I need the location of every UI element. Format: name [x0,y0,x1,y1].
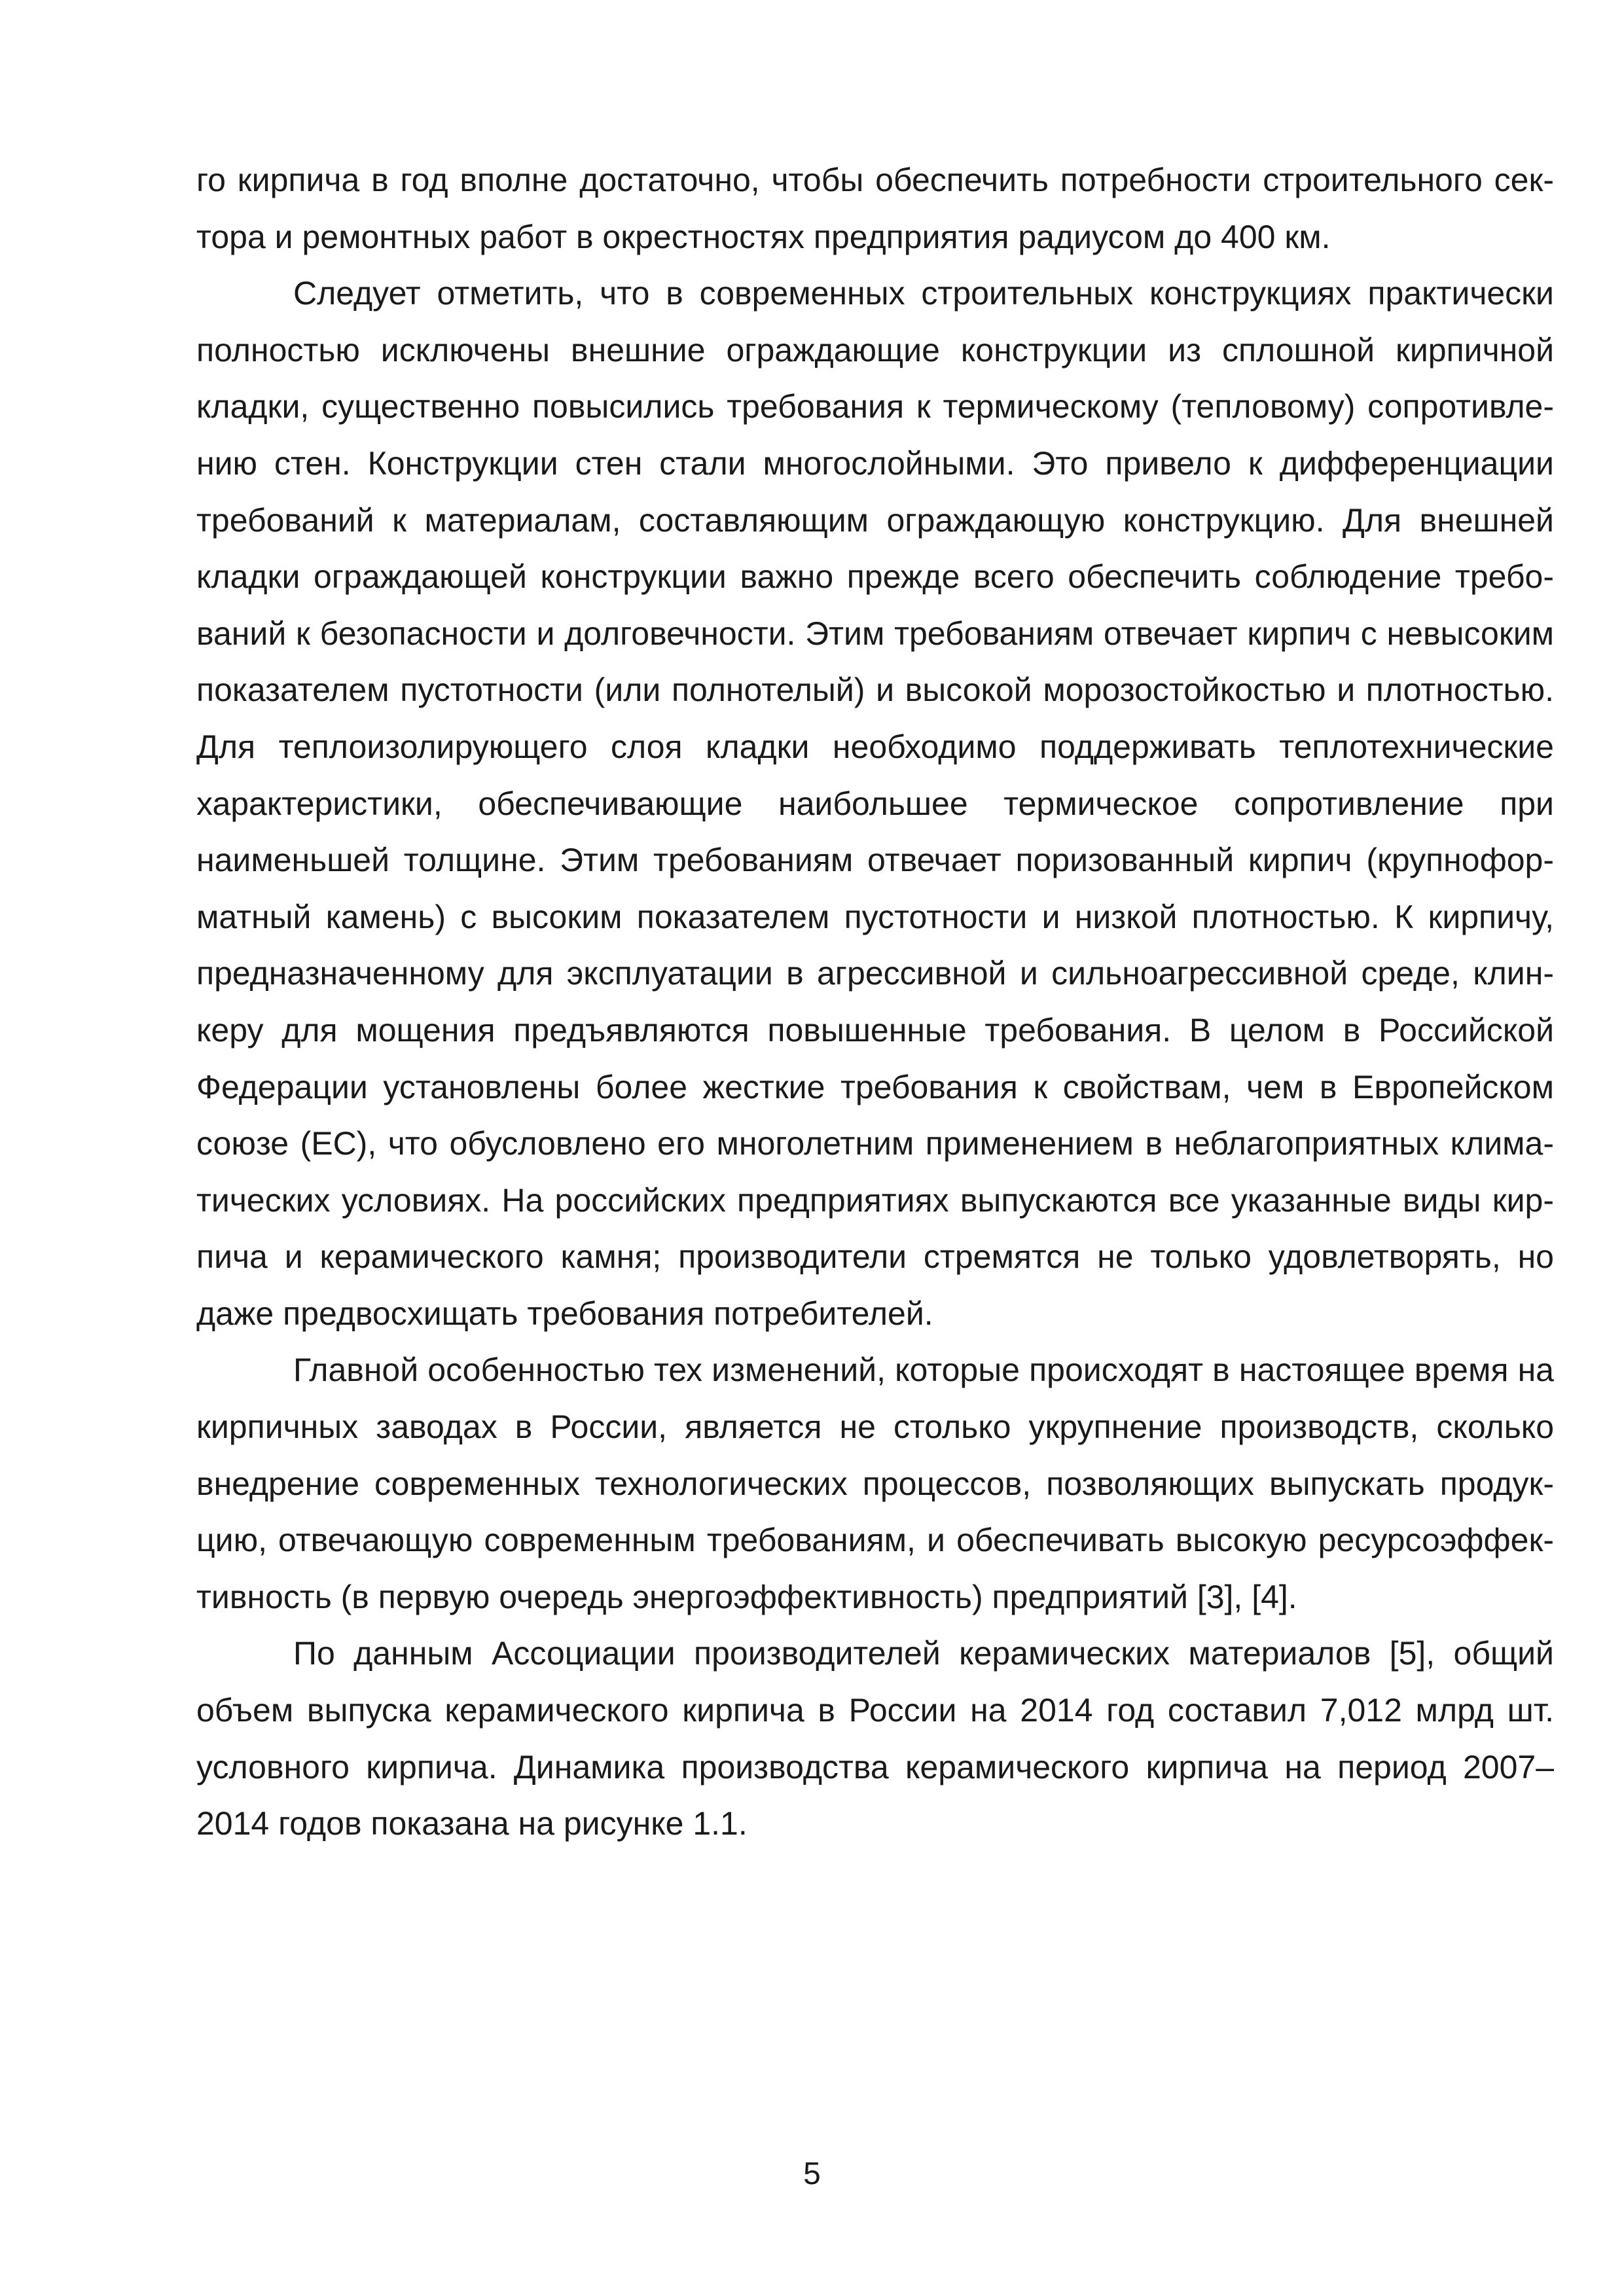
paragraph-3: Главной особенностью тех изменений, которые происходят в настоящее время на кирпичных заводах в России, является не столько укрупнение производств, сколько внедрение современных технологических процессов, позволяющих выпускать продукцию, отвечающую современным требованиям, и обеспечивать высокую ресурсоэффективность (в первую очередь энергоэффективность) предприятий [3], [4]. [196,1352,1554,1615]
paragraph-1: го кирпича в год вполне достаточно, чтобы обеспечить потребности строительного сектора и ремонтных работ в окрестностях предприятия радиусом до 400 км. [196,162,1554,255]
body-text [196,152,1554,1852]
page-number: 5 [803,2157,821,2191]
paragraph-2: Следует отметить, что в современных строительных конструкциях практически полностью исключены внешние ограждающие конструкции из сплошной кирпичной кладки, существенно повысились требования к термическому (тепловому) сопротивлению стен. Конструкции стен стали многослойными. Это привело к дифференциации требований к материалам, составляющим ограждающую конструкцию. Для внешней кладки ограждающей конструкции важно прежде всего обеспечить соблюдение требований к безопасности и долговечности. Этим требованиям отвечает кирпич с невысоким показателем пустотности (или полнотелый) и высокой морозостойкостью и плотностью. Для теплоизолирующего слоя кладки необходимо поддерживать теплотехнические характеристики, обеспечивающие наибольшее термическое сопротивление при наименьшей толщине. Этим требованиям отвечает поризованный кирпич (крупноформатный камень) с высоким показателем пустотности и низкой плотностью. К кирпичу, предназначенному для эксплуатации в агрессивной и сильноагрессивной среде, клинкеру для мощения предъявляются повышенные требования. В целом в Российской Федерации установлены более жесткие требования к свойствам, чем в Европейском союзе (ЕС), что обусловлено его многолетним применением в неблагоприятных климатических условиях. На российских предприятиях выпускаются все указанные виды кирпича и керамического камня; производители стремятся не только удовлетворять, но даже предвосхищать требования потребителей. [196,275,1554,1332]
paragraph-4: По данным Ассоциации производителей керамических материалов [5], общий объем выпуска керамического кирпича в России на 2014 год составил 7,012 млрд шт. условного кирпича. Динамика производства керамического кирпича на период 2007–2014 годов показана на рисунке 1.1. [196,1635,1554,1842]
